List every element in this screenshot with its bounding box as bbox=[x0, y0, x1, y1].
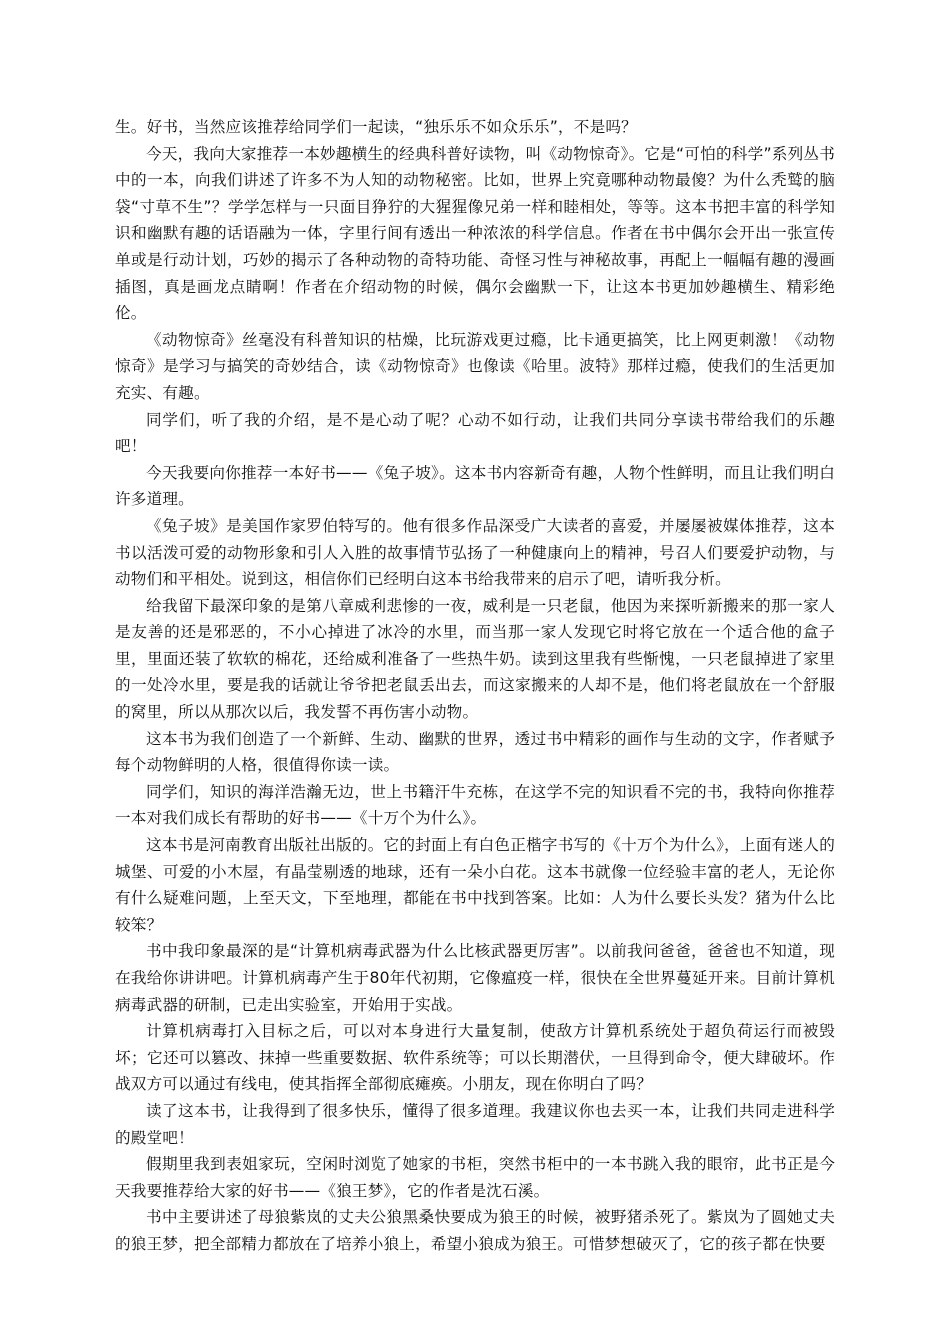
paragraph-hundred-thousand-whys-cover: 这本书是河南教育出版社出版的。它的封面上有白色正楷字书写的《十万个为什么》，上面有迷人的城堡、可爱的小木屋，有晶莹剔透的地球，还有一朵小白花。这本书就像一位经验丰富的老人，无论你有什么疑难问题，上至天文，下至地理，都能在书中找到答案。比如：人为什么要长头发？猪为什么比较笨？ bbox=[115, 836, 835, 934]
paragraph-rabbit-hill-author: 《兔子坡》是美国作家罗伯特写的。他有很多作品深受广大读者的喜爱，并屡屡被媒体推荐，这本书以活泼可爱的动物形象和引人入胜的故事情节弘扬了一种健康向上的精神，号召人们要爱护动物，与动物们和平相处。说到这，相信你们已经明白这本书给我带来的启示了吧，请听我分析。 bbox=[115, 516, 835, 589]
paragraph-animal-wonders-closing: 同学们，听了我的介绍，是不是心动了呢？心动不如行动，让我们共同分享读书带给我们的乐趣吧！ bbox=[115, 410, 835, 456]
paragraph-rabbit-hill-intro: 今天我要向你推荐一本好书——《兔子坡》。这本书内容新奇有趣，人物个性鲜明，而且让我们明白许多道理。 bbox=[115, 463, 835, 509]
paragraph-computer-virus: 书中我印象最深的是“计算机病毒武器为什么比核武器更厉害”。以前我问爸爸，爸爸也不知道，现在我给你讲讲吧。计算机病毒产生于80年代初期，它像瘟疫一样，很快在全世界蔓延开来。目前计算机病毒武器的研制，已走出实验室，开始用于实战。 bbox=[115, 942, 835, 1014]
paragraph-animal-wonders-review: 《动物惊奇》丝毫没有科普知识的枯燥，比玩游戏更过瘾，比卡通更搞笑，比上网更刺激！《动物惊奇》是学习与搞笑的奇妙结合，读《动物惊奇》也像读《哈里。波特》那样过瘾，使我们的生活更加充实、有趣。 bbox=[115, 330, 835, 402]
paragraph-continuation: 生。好书，当然应该推荐给同学们一起读，“独乐乐不如众乐乐”，不是吗？ bbox=[115, 118, 637, 136]
paragraph-animal-wonders-intro: 今天，我向大家推荐一本妙趣横生的经典科普好读物，叫《动物惊奇》。它是“可怕的科学”系列丛书中的一本，向我们讲述了许多不为人知的动物秘密。比如，世界上究竟哪种动物最傻？为什么秃鹫的脑袋“寸草不生”？学学怎样与一只面目狰狞的大猩猩像兄弟一样和睦相处，等等。这本书把丰富的科学知识和幽默有趣的话语融为一体，字里行间有透出一种浓浓的科学信息。作者在书中偶尔会开出一张宣传单或是行动计划，巧妙的揭示了各种动物的奇特功能、奇怪习性与神秘故事，再配上一幅幅有趣的漫画插图，真是画龙点睛啊！作者在介绍动物的时候，偶尔会幽默一下，让这本书更加妙趣横生、精彩绝伦。 bbox=[115, 144, 835, 323]
paragraph-hundred-thousand-whys-intro: 同学们，知识的海洋浩瀚无边，世上书籍汗牛充栋，在这学不完的知识看不完的书，我特向你推荐一本对我们成长有帮助的好书——《十万个为什么》。 bbox=[115, 782, 835, 828]
paragraph-hundred-thousand-whys-closing: 读了这本书，让我得到了很多快乐，懂得了很多道理。我建议你也去买一本，让我们共同走进科学的殿堂吧！ bbox=[115, 1101, 835, 1147]
paragraph-computer-virus-effects: 计算机病毒打入目标之后，可以对本身进行大量复制，使敌方计算机系统处于超负荷运行而被毁坏；它还可以篡改、抹掉一些重要数据、软件系统等；可以长期潜伏，一旦得到命令，便大肆破坏。作战双方可以通过有线电，使其指挥全部彻底瘫痪。小朋友，现在你明白了吗？ bbox=[115, 1022, 835, 1094]
paragraph-rabbit-hill-closing: 这本书为我们创造了一个新鲜、生动、幽默的世界，透过书中精彩的画作与生动的文字，作者赋予每个动物鲜明的人格，很值得你读一读。 bbox=[115, 729, 835, 775]
paragraph-wolf-king-dream-summary: 书中主要讲述了母狼紫岚的丈夫公狼黑桑快要成为狼王的时候，被野猪杀死了。紫岚为了圆她丈夫的狼王梦，把全部精力都放在了培养小狼上，希望小狼成为狼王。可惜梦想破灭了，它的孩子都在快要 bbox=[115, 1208, 835, 1253]
paragraph-rabbit-hill-chapter: 给我留下最深印象的是第八章威利悲惨的一夜，威利是一只老鼠，他因为来探听新搬来的那一家人是友善的还是邪恶的，不小心掉进了冰冷的水里，而当那一家人发现它时将它放在一个适合他的盒子里，里面还装了软软的棉花，还给威利准备了一些热牛奶。读到这里我有些惭愧，一只老鼠掉进了家里的一处冷水里，要是我的话就让爷爷把老鼠丢出去，而这家搬来的人却不是，他们将老鼠放在一个舒服的窝里，所以从那次以后，我发誓不再伤害小动物。 bbox=[115, 596, 835, 722]
paragraph-wolf-king-dream-intro: 假期里我到表姐家玩，空闲时浏览了她家的书柜，突然书柜中的一本书跳入我的眼帘，此书正是今天我要推荐给大家的好书——《狼王梦》，它的作者是沈石溪。 bbox=[115, 1155, 835, 1200]
article-body bbox=[115, 114, 835, 1258]
